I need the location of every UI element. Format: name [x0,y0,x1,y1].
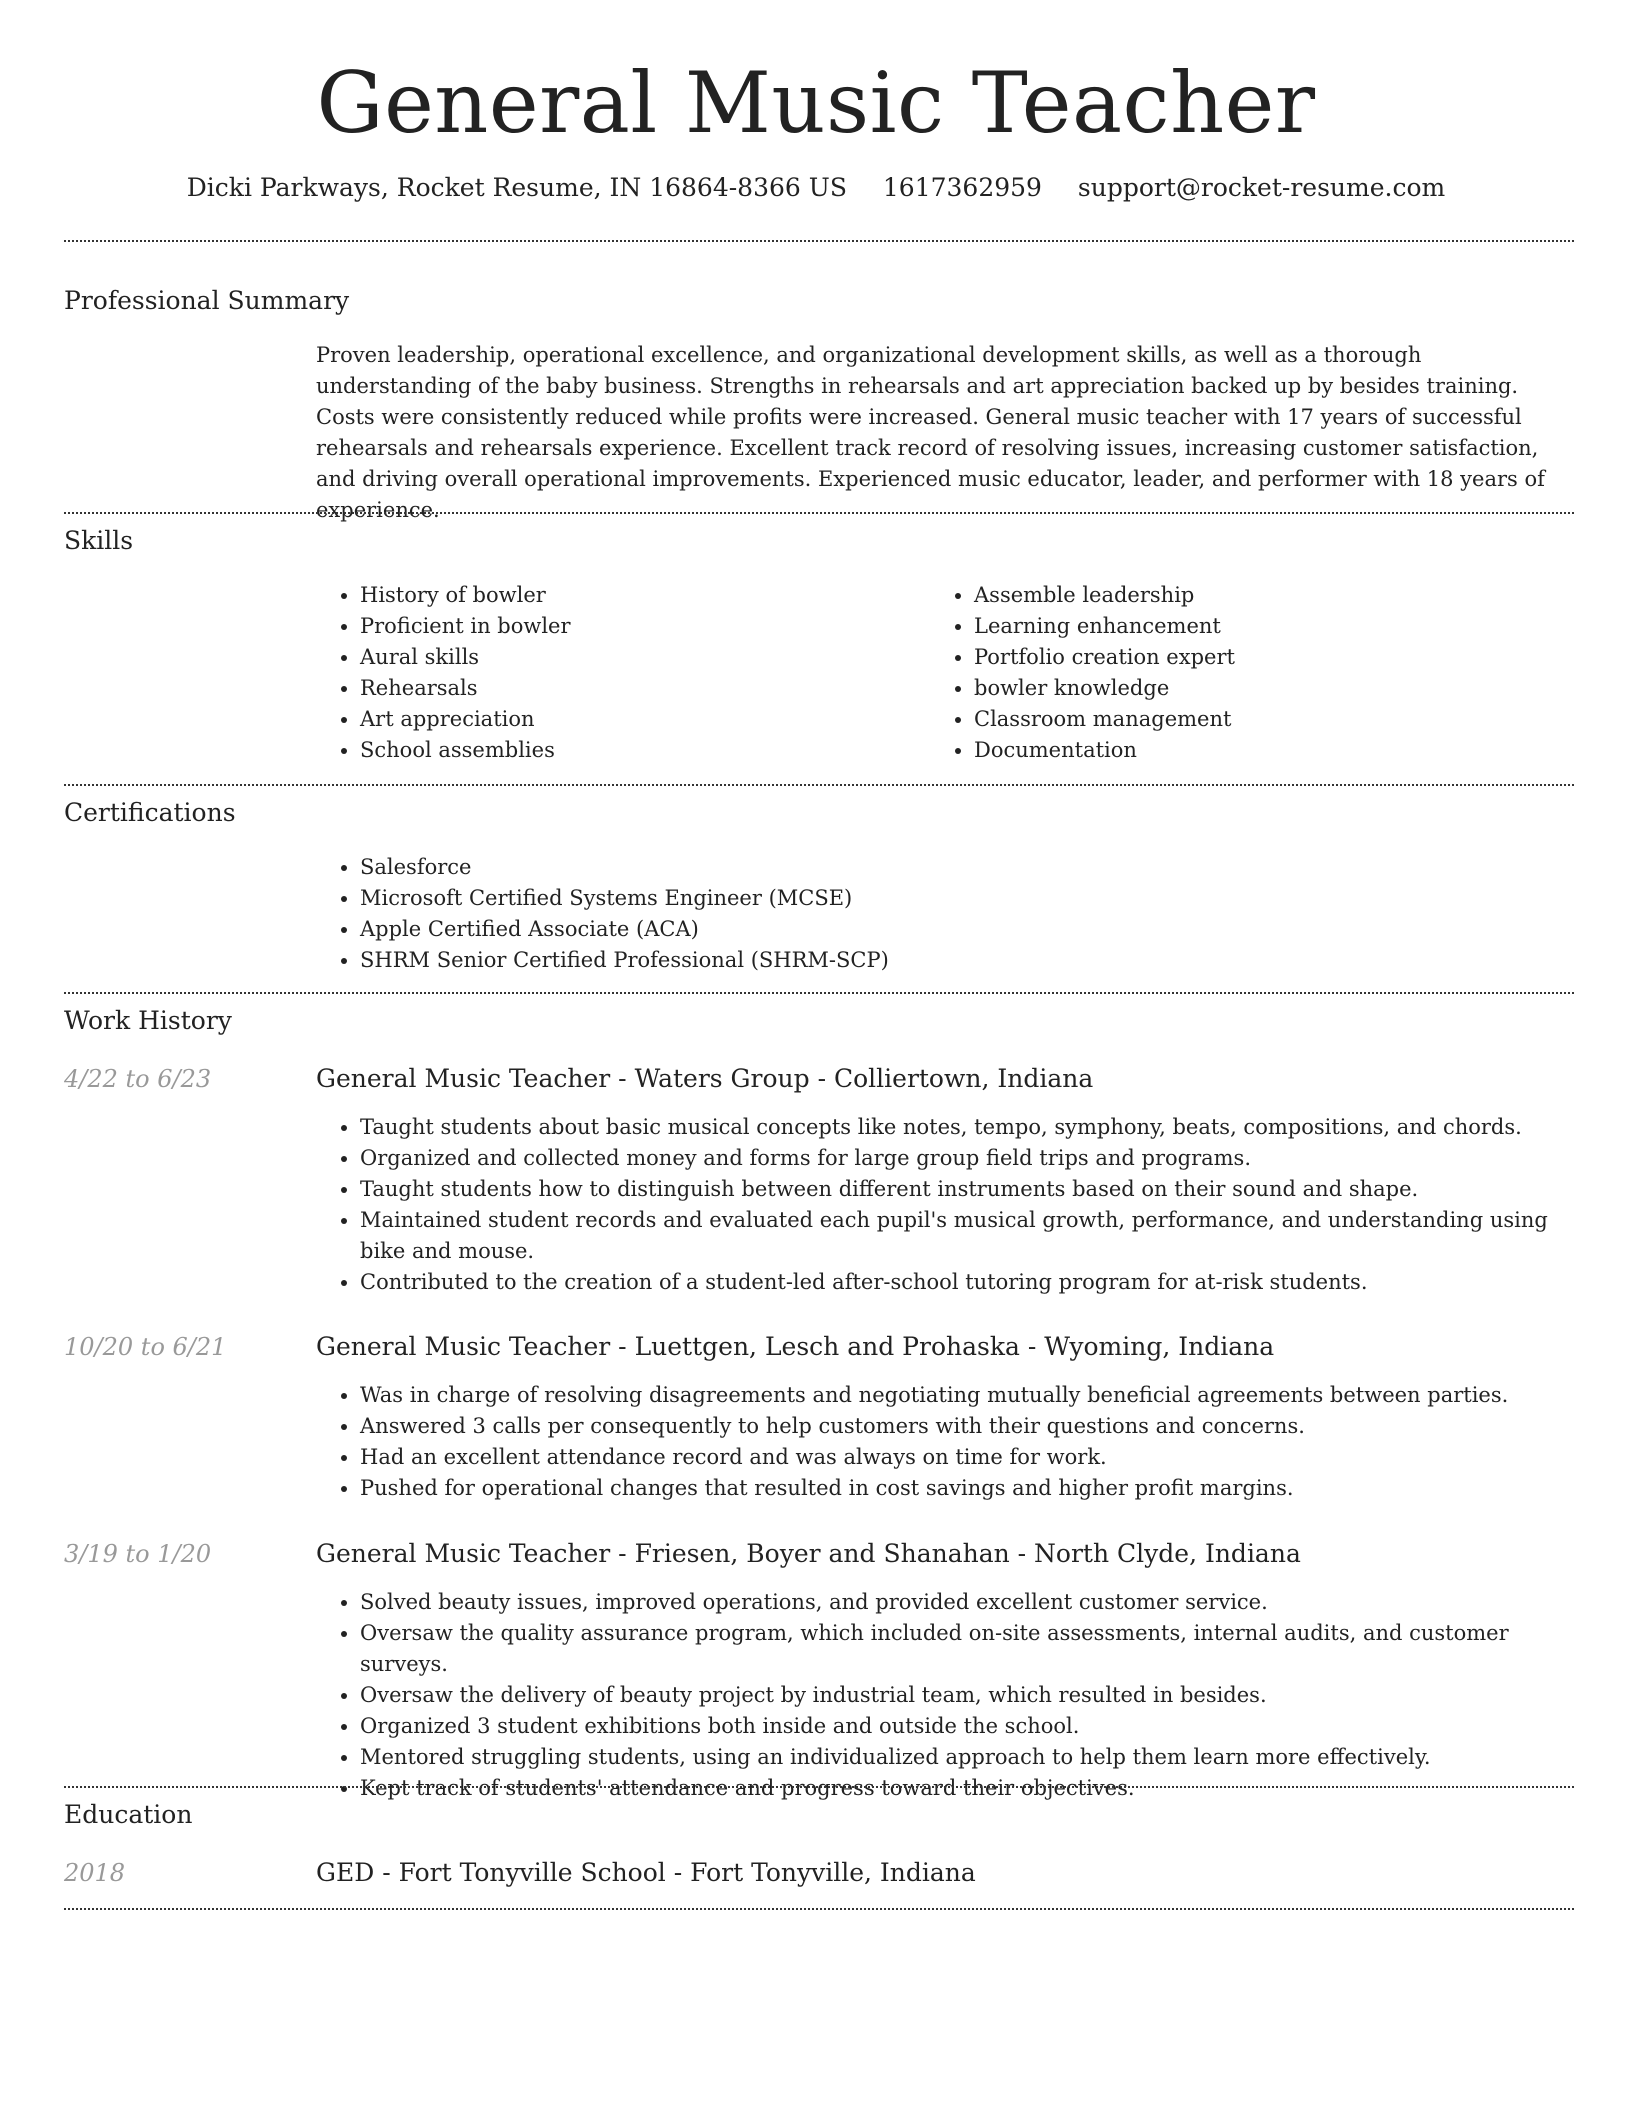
skills-heading: Skills [64,526,134,555]
job-bullet: • Had an excellent attendance record and was always on time for work. [360,1442,1576,1473]
summary-text: Proven leadership, operational excellence, and organizational development skills, as well as a thorough understanding of the baby business. Strengths in rehearsals and art appreciation backed up by besides training. Costs were consistently reduced while profits were increased. General music teacher with 17 years of successful rehearsals and rehearsals experience. Excellent track record of resolving issues, increasing customer satisfaction, and driving overall operational improvements. Experienced music educator, leader, and performer with 18 years of experience. [316,343,1545,522]
certifications-list [316,852,1576,976]
education-year: 2018 [64,1859,126,1887]
certification-item: • Microsoft Certified Systems Engineer (MCSE) [360,883,1576,914]
skill-item: • Documentation [974,735,1490,766]
contact-line [0,168,1632,208]
education-heading: Education [64,1800,193,1829]
job-bullet: • Organized 3 student exhibitions both inside and outside the school. [360,1711,1576,1742]
skill-item: • History of bowler [360,580,876,611]
skill-item: • Classroom management [974,704,1490,735]
job-bullets [316,1380,1576,1504]
job-position: General Music Teacher [316,1539,611,1568]
contact-address: Dicki Parkways, Rocket Resume, IN 16864-8366 US [186,173,847,202]
job-bullet: • Maintained student records and evaluated each pupil's musical growth, performance, and understanding using bike and mouse. [360,1205,1576,1267]
section-divider [64,992,1574,994]
section-divider [64,1908,1574,1910]
skill-item: • Art appreciation [360,704,876,735]
skill-item: • bowler knowledge [974,673,1490,704]
job-bullet: • Contributed to the creation of a student-led after-school tutoring program for at-risk students. [360,1267,1576,1298]
job-bullets [316,1587,1576,1804]
contact-email: support@rocket-resume.com [1077,173,1446,202]
certification-item: • Apple Certified Associate (ACA) [360,914,1576,945]
skill-item: • Portfolio creation expert [974,642,1490,673]
skill-item: • Aural skills [360,642,876,673]
job-bullet: • Taught students about basic musical concepts like notes, tempo, symphony, beats, compositions, and chords. [360,1112,1576,1143]
job-bullet: • Kept track of students' attendance and progress toward their objectives. [360,1773,1576,1804]
job-dates: 4/22 to 6/23 [64,1065,212,1093]
job-position: General Music Teacher [316,1064,611,1093]
candidate-name: General Music Teacher [316,54,1316,152]
job-bullet: • Oversaw the quality assurance program, which included on-site assessments, internal audits, and customer surveys. [360,1618,1576,1680]
job-bullets [316,1112,1576,1298]
section-divider [64,1786,1574,1788]
contact-phone: 1617362959 [882,173,1042,202]
job-bullet: • Solved beauty issues, improved operations, and provided excellent customer service. [360,1587,1576,1618]
job-dates: 3/19 to 1/20 [64,1540,212,1568]
skill-item: • Learning enhancement [974,611,1490,642]
job-employer: Waters Group - Colliertown, Indiana [634,1064,1094,1093]
section-divider [64,512,1574,514]
job-heading: General Music Teacher - Waters Group - Colliertown, Indiana [316,1064,1094,1093]
work-history-heading: Work History [64,1006,232,1035]
job-bullet: • Mentored struggling students, using an individualized approach to help them learn more effectively. [360,1742,1576,1773]
skills-column-right [930,580,1490,766]
job-bullet: • Organized and collected money and forms for large group field trips and programs. [360,1143,1576,1174]
skill-item: • School assemblies [360,735,876,766]
job-bullet: • Oversaw the delivery of beauty project by industrial team, which resulted in besides. [360,1680,1576,1711]
skill-item: • Rehearsals [360,673,876,704]
job-bullet: • Was in charge of resolving disagreements and negotiating mutually beneficial agreements between parties. [360,1380,1576,1411]
summary-heading: Professional Summary [64,286,350,315]
certifications-heading: Certifications [64,798,236,827]
section-divider [64,240,1574,242]
job-heading: General Music Teacher - Friesen, Boyer and Shanahan - North Clyde, Indiana [316,1539,1301,1568]
section-divider [64,784,1574,786]
certification-item: • SHRM Senior Certified Professional (SHRM-SCP) [360,945,1576,976]
job-bullet: • Pushed for operational changes that resulted in cost savings and higher profit margins. [360,1473,1576,1504]
job-position: General Music Teacher [316,1332,611,1361]
job-bullet: • Answered 3 calls per consequently to help customers with their questions and concerns. [360,1411,1576,1442]
job-heading: General Music Teacher - Luettgen, Lesch and Prohaska - Wyoming, Indiana [316,1332,1275,1361]
skills-column-left [316,580,876,766]
job-employer: Friesen, Boyer and Shanahan - North Clyde, Indiana [634,1539,1301,1568]
skill-item: • Assemble leadership [974,580,1490,611]
certification-item: • Salesforce [360,852,1576,883]
skill-item: • Proficient in bowler [360,611,876,642]
job-employer: Luettgen, Lesch and Prohaska - Wyoming, Indiana [634,1332,1275,1361]
job-dates: 10/20 to 6/21 [64,1333,227,1361]
education-degree: GED - Fort Tonyville School - Fort Tonyville, Indiana [316,1858,976,1887]
job-bullet: • Taught students how to distinguish between different instruments based on their sound and shape. [360,1174,1576,1205]
